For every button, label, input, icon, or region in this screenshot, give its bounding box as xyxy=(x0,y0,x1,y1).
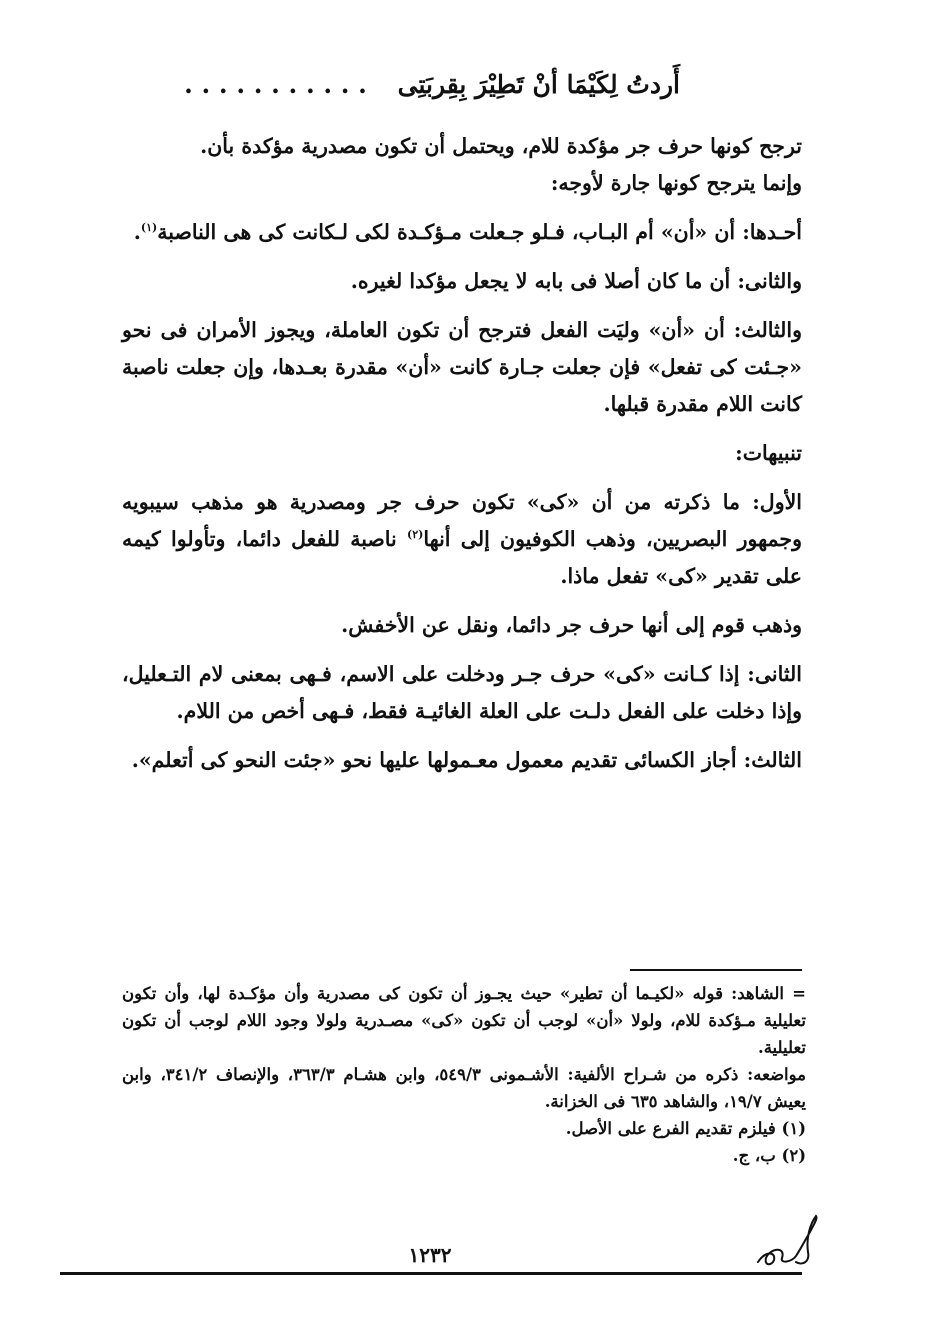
section-heading: تنبيهات: xyxy=(735,441,802,465)
footnote-ref-2: (٢) xyxy=(407,528,424,542)
footnote-2: (٢) ب، ج. xyxy=(732,1146,806,1165)
verse-text: أَردتُ لِكَيْمَا أنْ تَطِيْرَ بِقِربَتِى xyxy=(397,70,680,99)
verse-ellipsis: . . . . . . . . . . . xyxy=(184,70,367,99)
paragraph-3 xyxy=(122,214,802,251)
paragraph-8: الثانى: إذا كـانت «كى» حرف جـر ودخلت على الاسم، فـهى بمعنى لام التـعليل، وإذا دخلت على الفعل دلـت على العلة الغائيـة فقط، فـهى أخص من اللام. xyxy=(122,662,802,723)
paragraph-2: وإنما يترجح كونها جارة لأوجه: xyxy=(550,171,802,195)
paragraph-3-text: أحـدها: أن «أن» أم البـاب، فـلو جـعلت مـؤكـدة لكى لـكانت كى هى الناصبة xyxy=(157,220,802,244)
footnote-ref-1: (١) xyxy=(140,221,158,235)
footnote-1: (١) فيلزم تقديم الفرع على الأصل. xyxy=(565,1119,806,1138)
footnotes xyxy=(122,980,806,1169)
footnote-sources: مواضعه: ذكره من شـراح الألفية: الأشـمونى ٥٤٩/٣، وابن هشـام ٣٦٣/٣، والإنصاف ٣٤١/٢، وابن يعيش ١٩/٧، والشاهد ٦٣٥ فى الخزانة. xyxy=(122,1065,807,1111)
poetry-verse xyxy=(180,70,680,99)
paragraph-1: ترجح كونها حرف جر مؤكدة للام، ويحتمل أن تكون مصدرية مؤكدة بأن. xyxy=(200,134,802,158)
paragraph-4: والثانى: أن ما كان أصلا فى بابه لا يجعل مؤكدا لغيره. xyxy=(350,269,802,293)
page-number: ١٢٣٢ xyxy=(408,1243,452,1267)
bottom-rule xyxy=(60,1272,802,1275)
main-text xyxy=(122,128,802,779)
paragraph-9: الثالث: أجاز الكسائى تقديم معمول معـمولها عليها نحو «جئت النحو كى أتعلم». xyxy=(131,748,802,772)
paragraph-6 xyxy=(122,484,802,595)
footnote-divider xyxy=(630,969,802,971)
footnote-continued: = الشاهد: قوله «لكيـما أن تطير» حيث يجـوز أن تكون كى مصدرية وأن مؤكـدة لها، وأن تكون تعليلية مـؤكدة للام، ولولا «أن» لوجب أن تكون «كى» مصـدرية ولولا وجود اللام لوجب أن تكون تعليلية. xyxy=(122,984,806,1057)
paragraph-6-text-a: الأول: ما ذكرته من أن «كى» تكون حرف جر ومصدرية هو مذهب سيبويه وجمهور البصريين، وذهب الكوفيون إلى أنها xyxy=(122,490,802,551)
paragraph-6-text-b: ناصبة للفعل دائما، وتأولوا كيمه على تقدير «كى» تفعل ماذا. xyxy=(122,527,802,588)
handwritten-signature xyxy=(752,1212,822,1270)
paragraph-7: وذهب قوم إلى أنها حرف جر دائما، ونقل عن الأخفش. xyxy=(341,613,802,637)
paragraph-3-end: . xyxy=(133,220,141,244)
paragraph-5: والثالث: أن «أن» وليَت الفعل فترجح أن تكون العاملة، ويجوز الأمران فى نحو «جـئت كى تفعل» فإن جعلت جـارة كانت «أن» مقدرة بعـدها، وإن جعلت ناصبة كانت اللام مقدرة قبلها. xyxy=(122,318,802,416)
